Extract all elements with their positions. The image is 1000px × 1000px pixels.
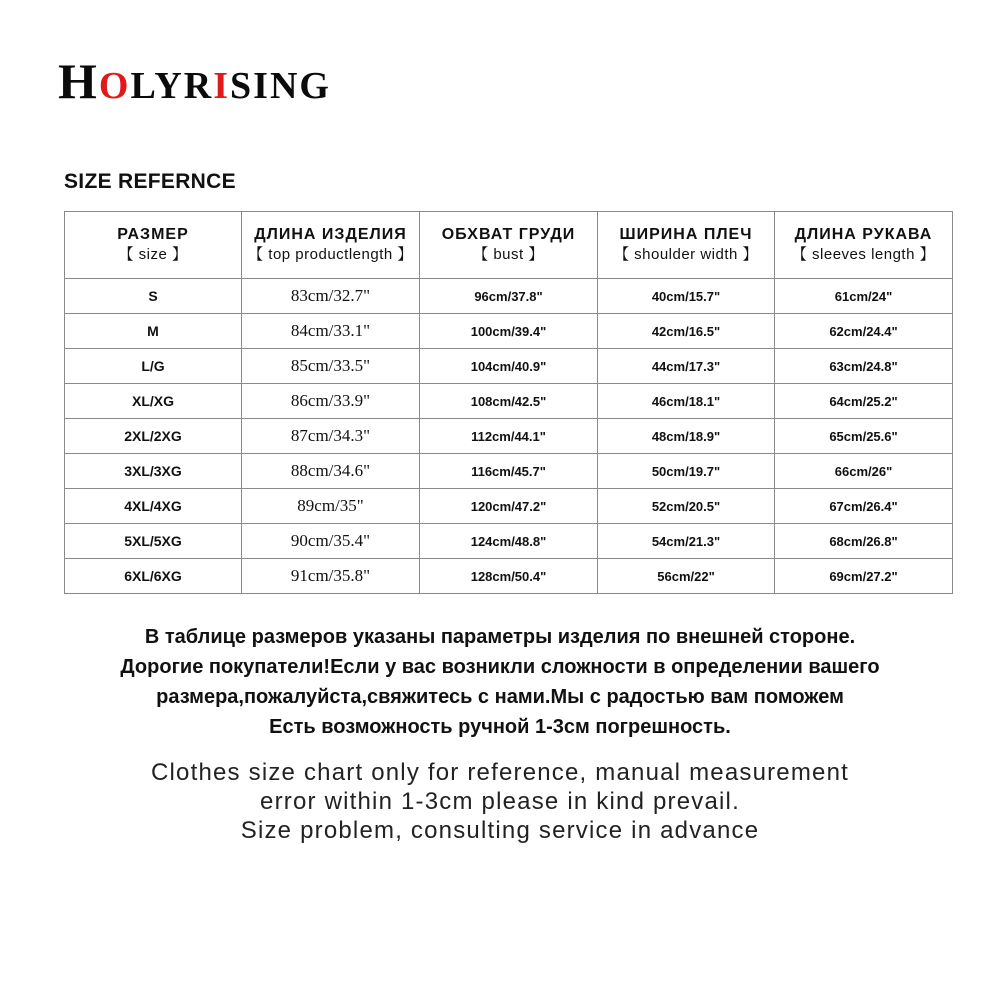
- header-ru: ДЛИНА РУКАВА: [794, 226, 933, 243]
- header-ru: ДЛИНА ИЗДЕЛИЯ: [254, 226, 407, 243]
- logo-letter-h: H: [58, 53, 99, 109]
- size-cell: 4XL/4XG: [65, 489, 242, 524]
- header-en: 【 top productlength 】: [248, 246, 413, 263]
- header-cell-sleeve: [775, 212, 953, 279]
- size-cell: S: [65, 279, 242, 314]
- shoulder-cell: 56cm/22": [598, 559, 775, 594]
- bust-cell: 96cm/37.8": [420, 279, 598, 314]
- header-ru: ОБХВАТ ГРУДИ: [441, 226, 576, 243]
- russian-note-line: Есть возможность ручной 1-3см погрешность.: [269, 716, 731, 738]
- size-cell: 5XL/5XG: [65, 524, 242, 559]
- shoulder-cell: 46cm/18.1": [598, 384, 775, 419]
- sleeve-cell: 67cm/26.4": [775, 489, 953, 524]
- table-row: [65, 559, 953, 594]
- shoulder-cell: 54cm/21.3": [598, 524, 775, 559]
- sleeve-cell: 65cm/25.6": [775, 419, 953, 454]
- sleeve-cell: 61cm/24": [775, 279, 953, 314]
- header-en: 【 bust 】: [473, 246, 544, 263]
- bust-cell: 128cm/50.4": [420, 559, 598, 594]
- sleeve-cell: 69cm/27.2": [775, 559, 953, 594]
- size-cell: 6XL/6XG: [65, 559, 242, 594]
- length-cell: 86cm/33.9": [242, 384, 420, 419]
- header-cell-bust: [420, 212, 598, 279]
- russian-note-line: В таблице размеров указаны параметры изделия по внешней стороне.: [144, 626, 856, 648]
- shoulder-cell: 40cm/15.7": [598, 279, 775, 314]
- english-note-line: error within 1-3cm please in kind prevail.: [260, 788, 740, 815]
- english-note-line: Size problem, consulting service in advance: [240, 817, 760, 844]
- size-cell: M: [65, 314, 242, 349]
- length-cell: 90cm/35.4": [242, 524, 420, 559]
- table-row: [65, 384, 953, 419]
- length-cell: 91cm/35.8": [242, 559, 420, 594]
- bust-cell: 116cm/45.7": [420, 454, 598, 489]
- length-cell: 87cm/34.3": [242, 419, 420, 454]
- section-heading: SIZE REFERNCE: [64, 170, 236, 193]
- table-row: [65, 349, 953, 384]
- length-cell: 89cm/35": [242, 489, 420, 524]
- bust-cell: 120cm/47.2": [420, 489, 598, 524]
- logo-letters-lyr: LYR: [130, 65, 214, 107]
- bust-cell: 100cm/39.4": [420, 314, 598, 349]
- bust-cell: 108cm/42.5": [420, 384, 598, 419]
- shoulder-cell: 48cm/18.9": [598, 419, 775, 454]
- brand-logo: [58, 53, 331, 109]
- logo-letter-i: I: [213, 65, 231, 107]
- size-cell: 2XL/2XG: [65, 419, 242, 454]
- header-en: 【 shoulder width 】: [613, 246, 759, 263]
- table-row: [65, 454, 953, 489]
- size-cell: 3XL/3XG: [65, 454, 242, 489]
- header-cell-size: [65, 212, 242, 279]
- size-table: [64, 211, 953, 594]
- shoulder-cell: 44cm/17.3": [598, 349, 775, 384]
- table-row: [65, 489, 953, 524]
- sleeve-cell: 66cm/26": [775, 454, 953, 489]
- table-row: [65, 314, 953, 349]
- shoulder-cell: 42cm/16.5": [598, 314, 775, 349]
- table-header-row: [65, 212, 953, 279]
- bust-cell: 124cm/48.8": [420, 524, 598, 559]
- english-note-line: Clothes size chart only for reference, manual measurement: [150, 759, 850, 786]
- length-cell: 85cm/33.5": [242, 349, 420, 384]
- table-row: [65, 524, 953, 559]
- length-cell: 84cm/33.1": [242, 314, 420, 349]
- header-en: 【 sleeves length 】: [791, 246, 936, 263]
- sleeve-cell: 64cm/25.2": [775, 384, 953, 419]
- header-cell-length: [242, 212, 420, 279]
- table-row: [65, 419, 953, 454]
- logo-letter-o: O: [98, 65, 131, 107]
- shoulder-cell: 50cm/19.7": [598, 454, 775, 489]
- russian-note-line: Дорогие покупатели!Если у вас возникли сложности в определении вашего: [120, 656, 880, 678]
- logo-letters-sing: SING: [230, 65, 331, 107]
- sleeve-cell: 63cm/24.8": [775, 349, 953, 384]
- russian-note: [0, 622, 1000, 742]
- shoulder-cell: 52cm/20.5": [598, 489, 775, 524]
- size-cell: L/G: [65, 349, 242, 384]
- sleeve-cell: 68cm/26.8": [775, 524, 953, 559]
- length-cell: 88cm/34.6": [242, 454, 420, 489]
- bust-cell: 112cm/44.1": [420, 419, 598, 454]
- bust-cell: 104cm/40.9": [420, 349, 598, 384]
- size-cell: XL/XG: [65, 384, 242, 419]
- header-ru: ШИРИНА ПЛЕЧ: [619, 226, 753, 243]
- english-note: [0, 758, 1000, 845]
- sleeve-cell: 62cm/24.4": [775, 314, 953, 349]
- header-en: 【 size 】: [118, 246, 188, 263]
- length-cell: 83cm/32.7": [242, 279, 420, 314]
- russian-note-line: размера,пожалуйста,свяжитесь с нами.Мы с радостью вам поможем: [156, 686, 844, 708]
- table-row: [65, 279, 953, 314]
- header-cell-shoulder: [598, 212, 775, 279]
- header-ru: РАЗМЕР: [117, 226, 189, 243]
